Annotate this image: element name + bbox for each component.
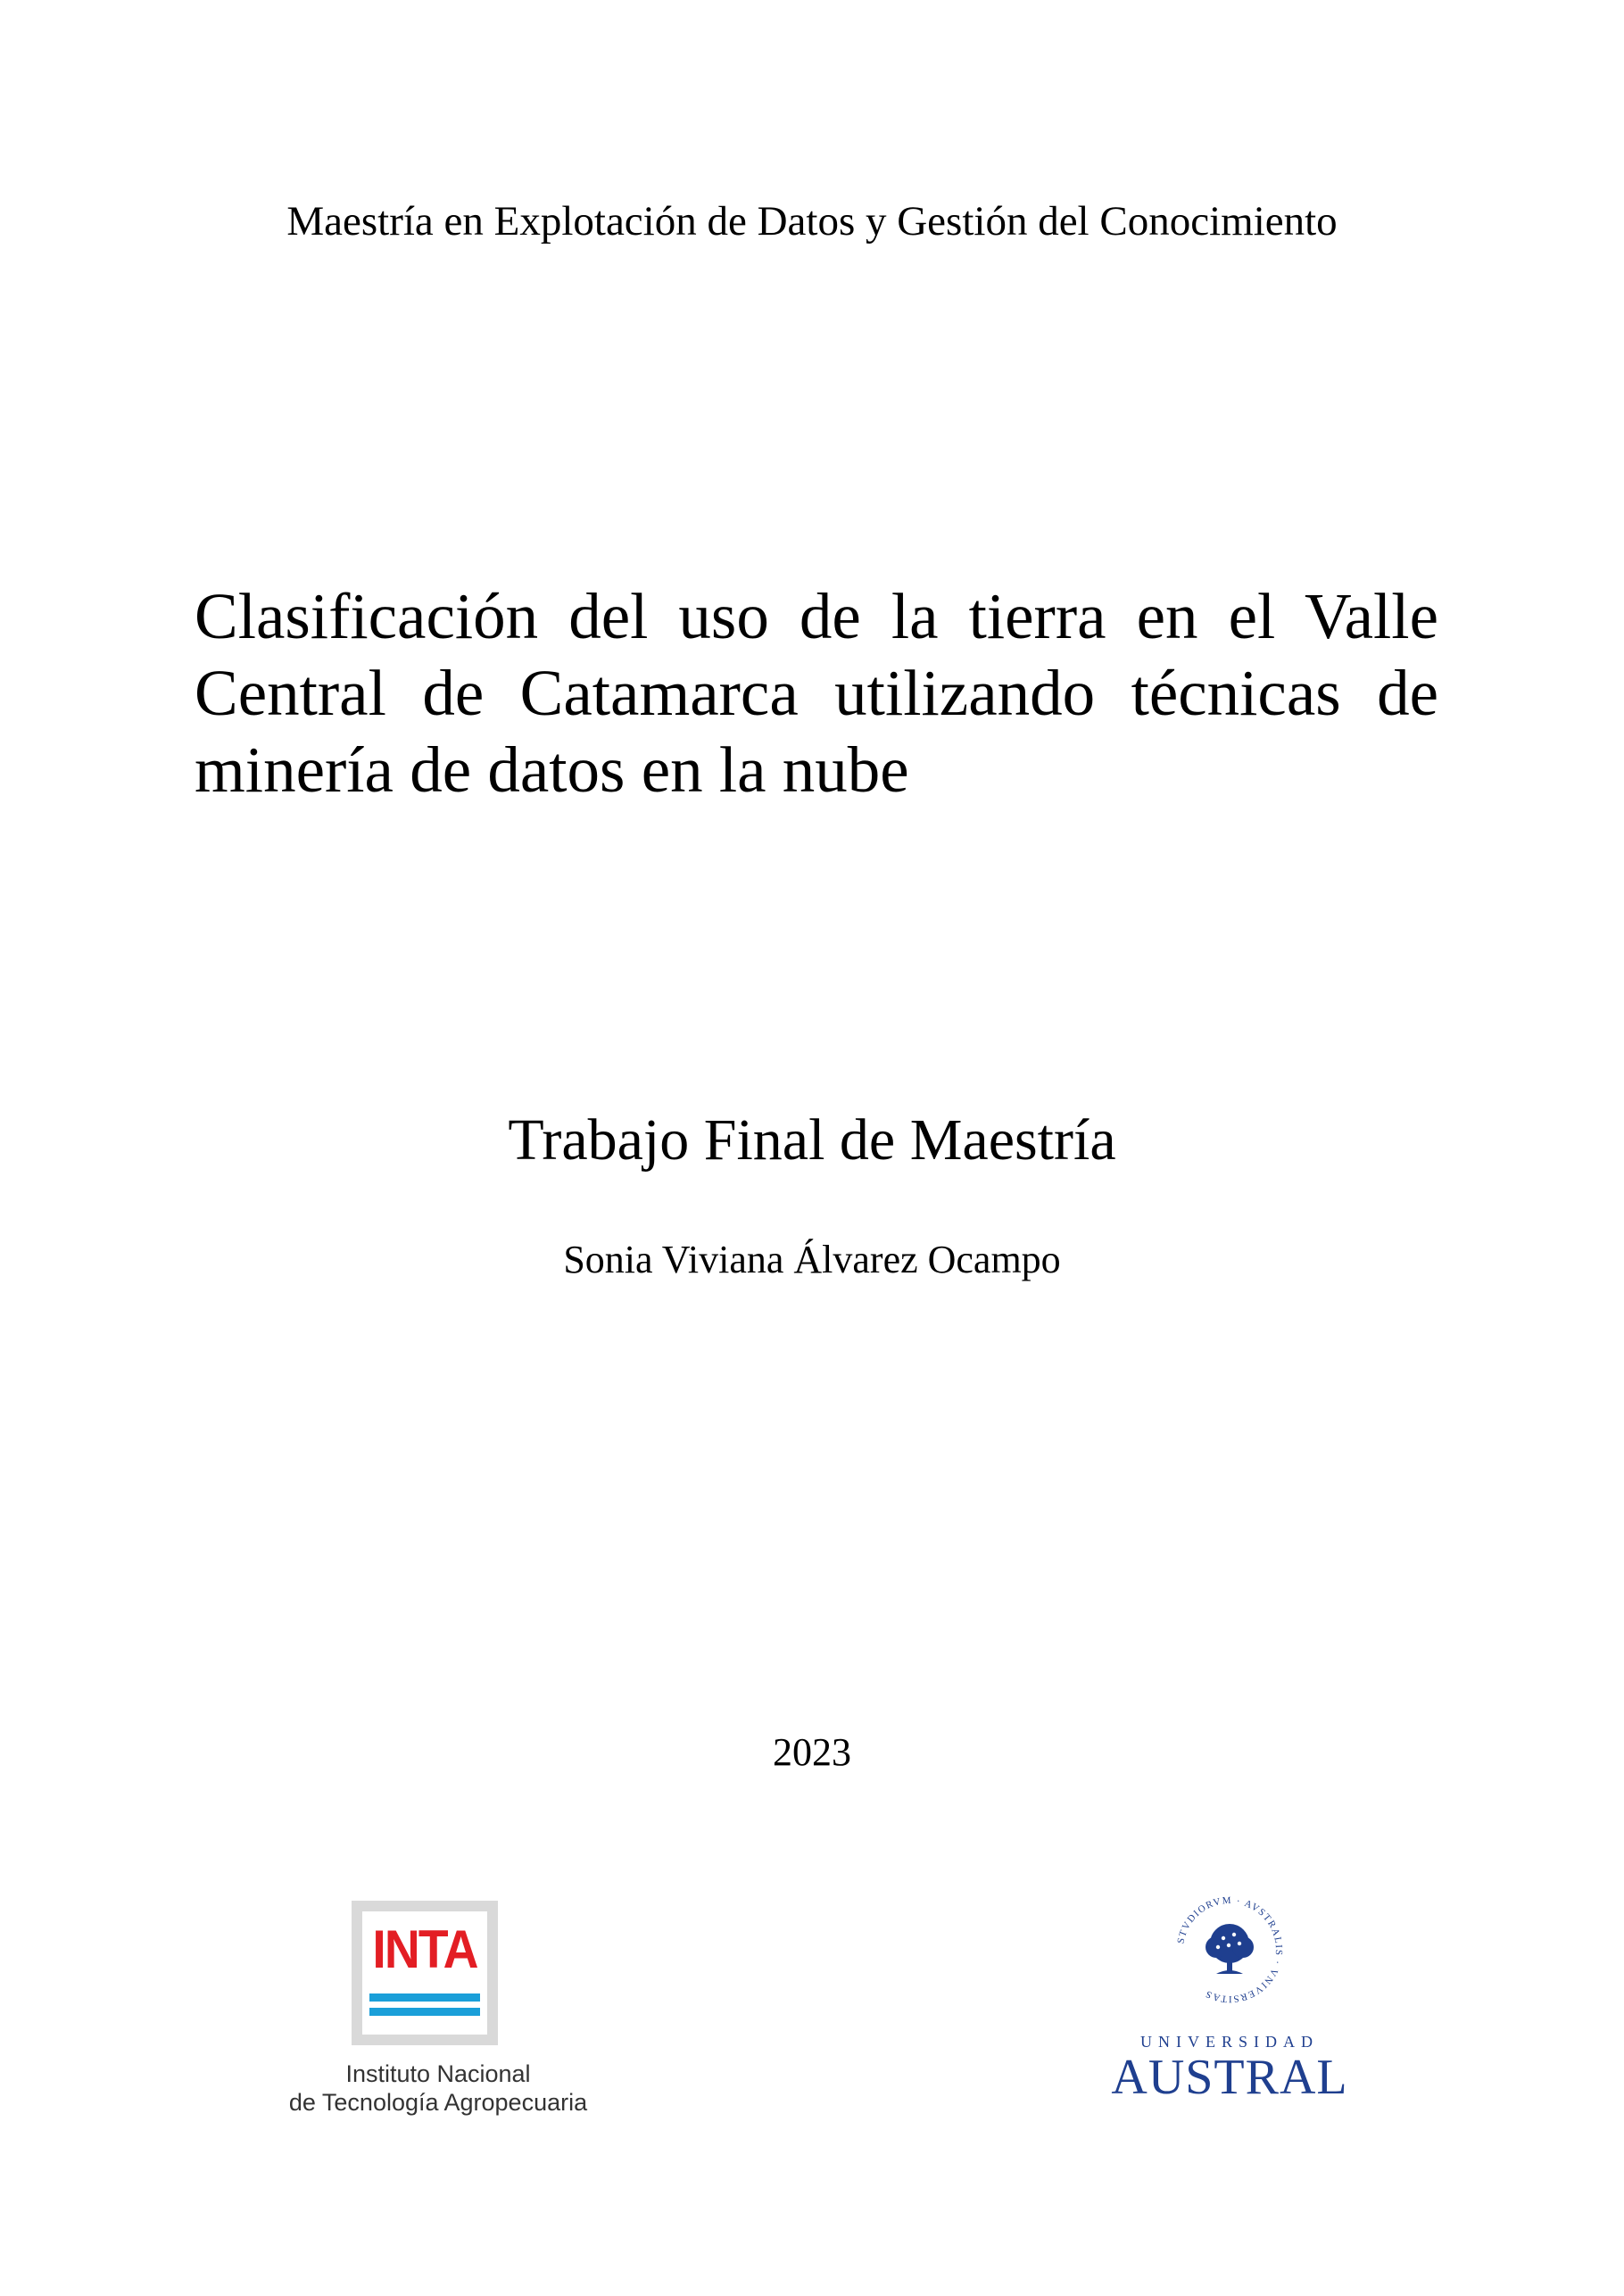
- inta-caption: [264, 2060, 612, 2117]
- inta-stripe: [369, 2008, 480, 2016]
- austral-seal-text: STVDIORVM · AVSTRALIS · VNIVERSITAS: [1175, 1894, 1285, 2005]
- document-type: Trabajo Final de Maestría: [508, 1107, 1116, 1173]
- austral-line2: AUSTRAL: [1111, 2050, 1348, 2105]
- thesis-title: Clasificación del uso de la tierra en el Valle Central de Catamarca utilizando técnicas de minería de datos en la nube: [195, 580, 1438, 806]
- austral-logo: [1096, 1892, 1363, 2106]
- inta-stripe: [369, 1993, 480, 2002]
- inta-logo: [264, 1901, 612, 2124]
- inta-caption-line1: Instituto Nacional: [345, 2060, 531, 2087]
- tree-seal-icon: [1172, 1892, 1288, 2008]
- austral-line1: UNIVERSIDAD: [1140, 2033, 1319, 2051]
- author-name: Sonia Viviana Álvarez Ocampo: [563, 1238, 1061, 1281]
- publication-year: 2023: [773, 1730, 851, 1774]
- inta-caption-line2: de Tecnología Agropecuaria: [288, 2089, 588, 2116]
- inta-emblem: [352, 1901, 498, 2045]
- program-name: Maestría en Explotación de Datos y Gestión del Conocimiento: [286, 198, 1338, 245]
- inta-wordmark: INTA: [372, 1919, 477, 1979]
